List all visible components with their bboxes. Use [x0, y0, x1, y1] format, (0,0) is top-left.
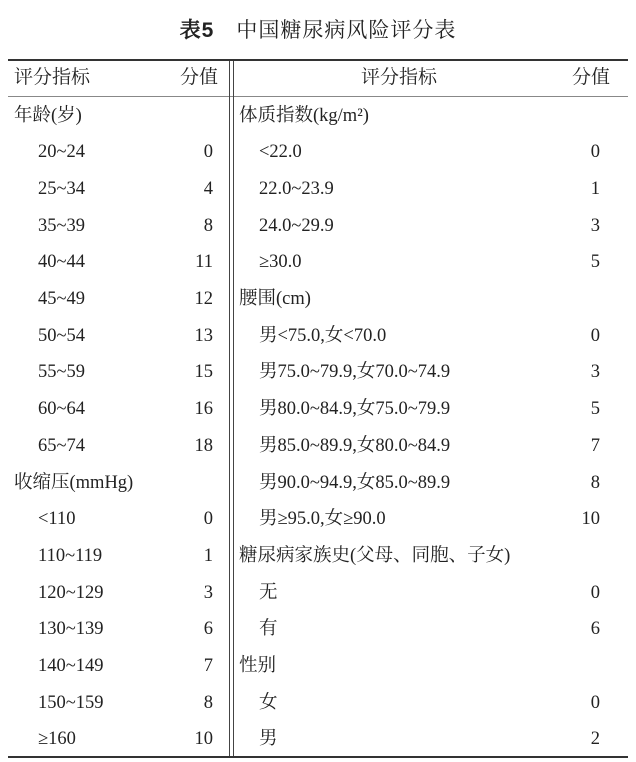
left-item-label: 60~64 [38, 399, 86, 420]
left-item-label: 20~24 [38, 142, 86, 163]
right-score: 10 [581, 509, 600, 530]
right-score: 7 [590, 435, 600, 456]
right-group-label: 体质指数(kg/m²) [239, 105, 369, 126]
right-item-label: 男 [259, 729, 278, 750]
right-item-label: 有 [259, 619, 278, 640]
left-score: 7 [203, 656, 213, 676]
header-right-label: 评分指标 [360, 67, 437, 88]
left-item-label: 140~149 [38, 656, 104, 676]
left-score: 10 [194, 729, 213, 750]
right-score: 5 [590, 399, 600, 420]
table-caption: 中国糖尿病风险评分表 [236, 18, 457, 42]
left-score: 18 [194, 435, 213, 456]
right-item-label: 男80.0~84.9,女75.0~79.9 [259, 399, 451, 420]
right-score: 0 [590, 692, 600, 713]
left-score: 4 [203, 178, 213, 199]
left-score: 16 [194, 399, 213, 420]
left-item-label: 25~34 [38, 178, 86, 199]
column-divider [233, 61, 234, 756]
right-score: 5 [590, 252, 600, 273]
left-score [153, 98, 213, 135]
right-score: 8 [590, 472, 600, 493]
right-group-label: 腰围(cm) [239, 289, 311, 309]
right-score: 6 [590, 619, 600, 640]
right-score: 2 [590, 729, 600, 750]
left-item-label: 35~39 [38, 215, 86, 236]
right-item-label: 男85.0~89.9,女80.0~84.9 [259, 435, 451, 456]
left-item-label: 130~139 [38, 619, 104, 640]
left-item-label: 40~44 [38, 252, 86, 273]
header-left-score: 分值 [179, 67, 218, 88]
right-score [540, 648, 600, 685]
left-score: 8 [203, 692, 213, 713]
right-score [540, 281, 600, 318]
header-left-label: 评分指标 [14, 67, 91, 88]
left-group-label: 收缩压(mmHg) [14, 472, 134, 493]
right-score: 3 [590, 215, 600, 236]
right-score [540, 538, 600, 575]
left-score: 1 [203, 545, 213, 566]
right-item-label: 男<75.0,女<70.0 [259, 325, 387, 346]
column-divider [229, 61, 230, 756]
right-item-label: 男90.0~94.9,女85.0~89.9 [259, 472, 451, 493]
left-item-label: 50~54 [38, 325, 86, 346]
left-item-label: 45~49 [38, 289, 86, 309]
right-item-label: 女 [259, 692, 278, 713]
right-score [540, 98, 600, 135]
left-item-label: 65~74 [38, 435, 86, 456]
left-score: 0 [203, 509, 213, 530]
left-item-label: 150~159 [38, 692, 104, 713]
left-score: 8 [203, 215, 213, 236]
header-right-score: 分值 [571, 67, 610, 88]
left-item-label: ≥160 [38, 729, 76, 750]
bottom-rule [8, 756, 628, 758]
right-group-label: 糖尿病家族史(父母、同胞、子女) [239, 545, 511, 566]
left-item-label: 110~119 [38, 545, 103, 566]
left-group-label: 年龄(岁) [14, 105, 82, 126]
right-item-label: ≥30.0 [259, 252, 302, 273]
left-score: 11 [195, 252, 213, 273]
left-item-label: 55~59 [38, 362, 86, 383]
table-number: 表5 [179, 19, 215, 42]
right-item-label: 无 [259, 582, 278, 603]
right-item-label: 24.0~29.9 [259, 215, 334, 236]
left-score [153, 465, 213, 502]
left-item-label: 120~129 [38, 582, 104, 603]
right-item-label: 男75.0~79.9,女70.0~74.9 [259, 362, 451, 383]
right-item-label: 男≥95.0,女≥90.0 [259, 509, 386, 530]
right-item-label: 22.0~23.9 [259, 178, 334, 199]
left-score: 0 [203, 142, 213, 163]
right-score: 3 [590, 362, 600, 383]
left-score: 6 [203, 619, 213, 640]
left-score: 13 [194, 325, 213, 346]
right-score: 0 [590, 325, 600, 346]
left-item-label: <110 [38, 509, 76, 530]
table-title [0, 14, 636, 44]
right-score: 1 [590, 178, 600, 199]
right-item-label: <22.0 [259, 142, 302, 163]
left-score: 15 [194, 362, 213, 383]
right-score: 0 [590, 582, 600, 603]
left-score: 12 [194, 289, 213, 309]
right-score: 0 [590, 142, 600, 163]
left-score: 3 [203, 582, 213, 603]
right-group-label: 性别 [239, 656, 277, 676]
